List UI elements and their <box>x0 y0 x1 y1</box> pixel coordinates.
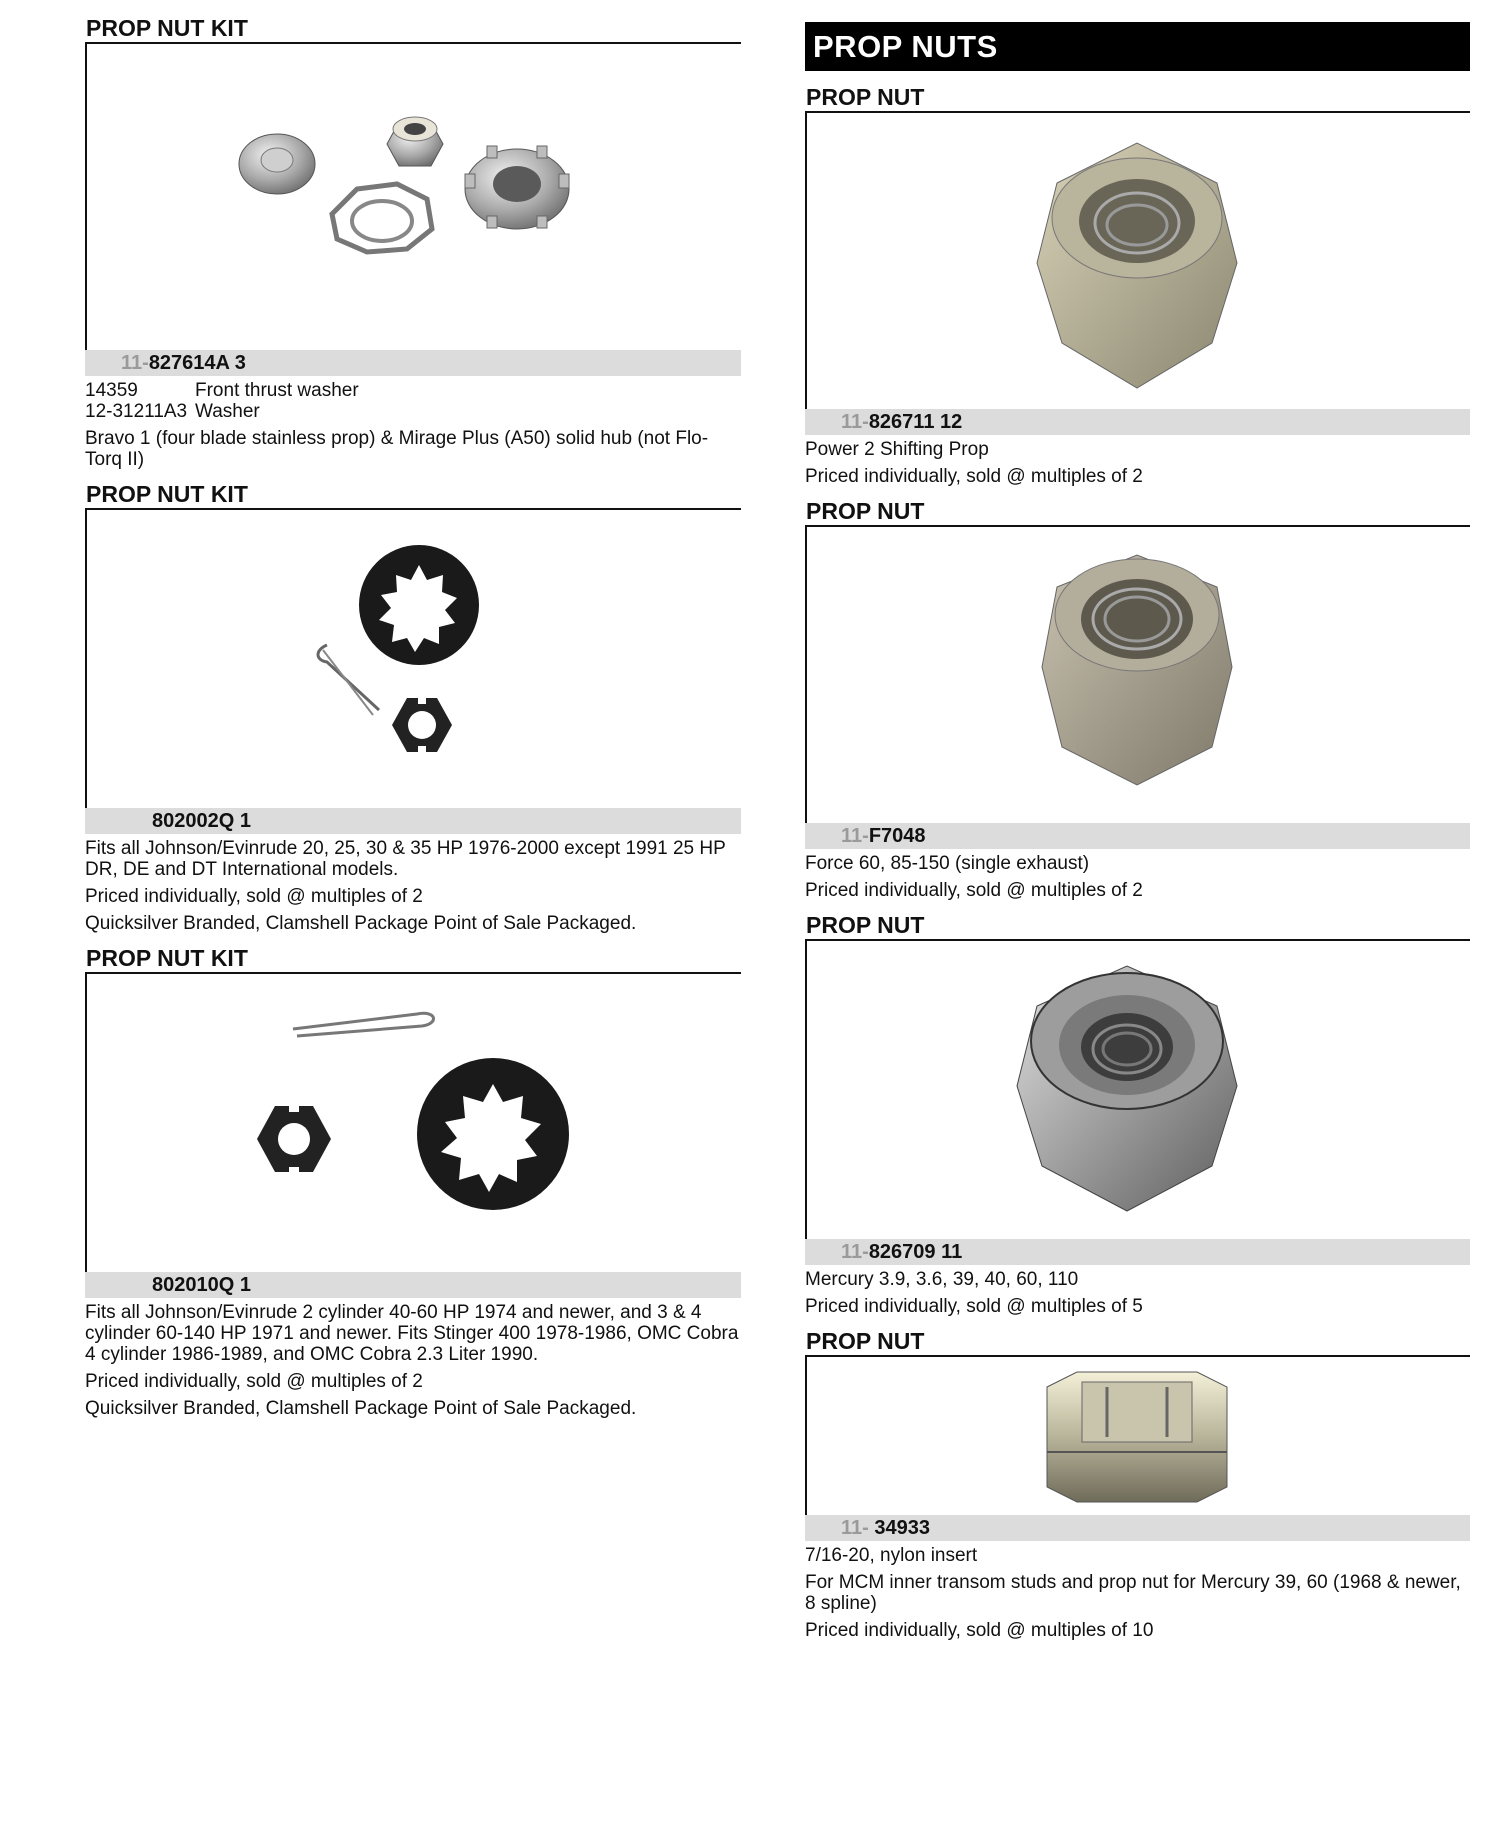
product-note: Priced individually, sold @ multiples of 5 <box>805 1296 1143 1317</box>
product-prop-nut-826711 <box>805 83 1470 487</box>
product-title: PROP NUT <box>805 497 1470 527</box>
part-prefix: 11- <box>841 411 869 433</box>
product-prop-nut-kit-827614a <box>85 14 741 470</box>
prop-nut-image <box>807 1357 1470 1515</box>
prop-nut-kit-parts-image <box>87 974 741 1272</box>
part-number: 802002Q 1 <box>152 810 251 832</box>
spec-desc: Washer <box>195 401 260 422</box>
product-note: Quicksilver Branded, Clamshell Package Point of Sale Packaged. <box>85 913 637 934</box>
spec-row <box>85 401 741 422</box>
part-prefix: 11- <box>121 352 149 374</box>
product-note: Bravo 1 (four blade stainless prop) & Mirage Plus (A50) solid hub (not Flo-Torq II) <box>85 428 709 470</box>
section-banner: PROP NUTS <box>805 22 1470 71</box>
prop-nut-kit-parts-image <box>87 44 741 350</box>
product-note: Priced individually, sold @ multiples of 2 <box>805 880 1143 901</box>
product-note: Power 2 Shifting Prop <box>805 439 989 460</box>
product-image-frame <box>85 44 741 350</box>
part-number: 34933 <box>874 1517 930 1539</box>
part-prefix: 11- <box>841 1241 869 1263</box>
product-title: PROP NUT <box>805 83 1470 113</box>
right-column <box>805 22 1470 1641</box>
product-title: PROP NUT KIT <box>85 480 741 510</box>
prop-nut-image <box>807 113 1470 409</box>
product-note: Quicksilver Branded, Clamshell Package Point of Sale Packaged. <box>85 1398 637 1419</box>
product-note: Priced individually, sold @ multiples of 10 <box>805 1620 1154 1641</box>
part-number: 826711 12 <box>868 411 963 433</box>
spec-code: 12-31211A3 <box>85 401 188 422</box>
product-image-frame <box>85 510 741 808</box>
product-image-frame <box>805 941 1470 1239</box>
part-number-bar <box>85 350 741 376</box>
part-number-bar <box>805 1515 1470 1541</box>
part-number-bar <box>805 409 1470 435</box>
product-note: Fits all Johnson/Evinrude 20, 25, 30 & 35 HP 1976-2000 except 1991 25 HP DR, DE and DT International models. <box>85 838 726 880</box>
product-title: PROP NUT KIT <box>85 14 741 44</box>
product-title: PROP NUT KIT <box>85 944 741 974</box>
product-title: PROP NUT <box>805 1327 1470 1357</box>
prop-nut-image <box>807 527 1470 823</box>
prop-nut-image <box>807 941 1470 1239</box>
product-prop-nut-f7048 <box>805 497 1470 901</box>
product-note: Priced individually, sold @ multiples of 2 <box>85 1371 423 1392</box>
prop-nut-kit-parts-image <box>87 510 741 808</box>
product-note: 7/16-20, nylon insert <box>805 1545 978 1566</box>
product-prop-nut-kit-802010q <box>85 944 741 1419</box>
spec-table <box>85 380 741 422</box>
product-title: PROP NUT <box>805 911 1470 941</box>
product-note: Force 60, 85-150 (single exhaust) <box>805 853 1090 874</box>
part-number-bar <box>805 823 1470 849</box>
product-note: Priced individually, sold @ multiples of 2 <box>85 886 423 907</box>
spec-code: 14359 <box>85 380 138 401</box>
product-note: Mercury 3.9, 3.6, 39, 40, 60, 110 <box>805 1269 1079 1290</box>
product-note: Fits all Johnson/Evinrude 2 cylinder 40-60 HP 1974 and newer, and 3 & 4 cylinder 60-140 HP 1971 and newer. Fits Stinger 400 1978-1986, OMC Cobra 4 cylinder 1986-1989, and OMC Cobra 2.3 Liter 1990. <box>85 1302 739 1365</box>
product-image-frame <box>805 113 1470 409</box>
part-number-bar <box>85 808 741 834</box>
product-prop-nut-kit-802002q <box>85 480 741 934</box>
left-column <box>85 14 741 1419</box>
spec-desc: Front thrust washer <box>195 380 359 401</box>
spec-row <box>85 380 741 401</box>
product-prop-nut-34933 <box>805 1327 1470 1641</box>
part-prefix: 11- <box>841 825 869 847</box>
product-prop-nut-826709 <box>805 911 1470 1317</box>
part-number-bar <box>805 1239 1470 1265</box>
product-note: Priced individually, sold @ multiples of 2 <box>805 466 1143 487</box>
part-prefix: 11- <box>841 1517 875 1539</box>
product-image-frame <box>805 527 1470 823</box>
part-number: 826709 11 <box>868 1241 963 1263</box>
product-image-frame <box>805 1357 1470 1515</box>
part-number: F7048 <box>868 825 926 847</box>
product-image-frame <box>85 974 741 1272</box>
part-number: 802010Q 1 <box>152 1274 251 1296</box>
part-number-bar <box>85 1272 741 1298</box>
product-note: For MCM inner transom studs and prop nut for Mercury 39, 60 (1968 & newer, 8 spline) <box>805 1572 1461 1614</box>
part-number: 827614A 3 <box>148 352 246 374</box>
